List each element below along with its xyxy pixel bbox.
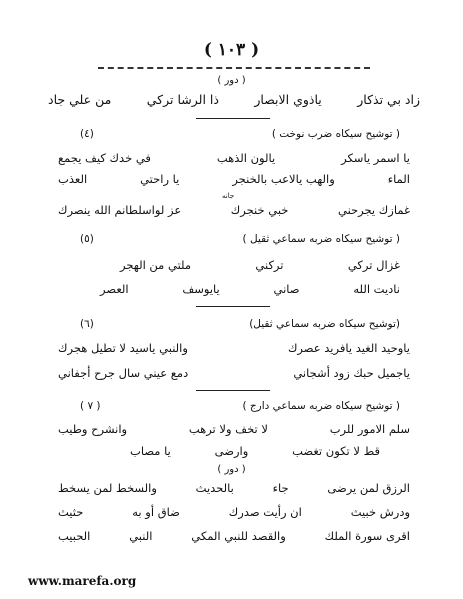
verse-line <box>120 258 400 272</box>
heading-number: (٤) <box>80 128 94 140</box>
heading-number: ( ٧ ) <box>80 400 101 412</box>
margin-note: جانه <box>222 192 235 200</box>
dour-label: ( دور ) <box>217 464 246 475</box>
dour-label: ( دور ) <box>217 75 246 86</box>
verse-fragment: الماء <box>387 172 410 186</box>
verse-fragment: دمع عيني سال جرح أجفاني <box>58 366 189 380</box>
verse-fragment: وارضى <box>214 444 249 458</box>
verse-line <box>58 422 410 436</box>
verse-fragment: لا تخف ولا ترهب <box>188 422 268 436</box>
verse-fragment: قط لا تكون تغضب <box>292 444 380 458</box>
verse-fragment: ناديت الله <box>353 282 400 296</box>
verse-fragment: العصر <box>100 282 129 296</box>
verse-fragment: صاني <box>273 282 300 296</box>
verse-line <box>58 172 410 186</box>
verse-line <box>58 481 410 495</box>
verse-fragment: عز لواسلطانم الله ينصرك <box>58 203 182 217</box>
verse-fragment: غمازك يجرحني <box>338 203 410 217</box>
verse-line <box>58 151 410 165</box>
verse-fragment: ضاق أو به <box>132 505 180 519</box>
verse-fragment: يالون الذهب <box>216 151 276 165</box>
site-watermark-link[interactable]: www.marefa.org <box>28 574 137 588</box>
verse-line <box>100 282 400 296</box>
verse-line <box>58 529 410 543</box>
verse-fragment: خبي خنجرك <box>230 203 289 217</box>
section-divider <box>196 390 270 391</box>
verse-fragment: والنبي ياسيد لا تطيل هجرك <box>58 341 188 355</box>
section-divider <box>196 306 270 307</box>
verse-fragment: والسخط لمن يسخط <box>58 481 157 495</box>
verse-fragment: بالحديث <box>195 481 234 495</box>
verse-line <box>58 203 410 217</box>
verse-fragment: زاد بي تذكار <box>357 92 420 107</box>
verse-fragment: ياذوي الابصار <box>254 92 322 107</box>
verse-line <box>58 341 410 355</box>
verse-fragment: جاء <box>272 481 289 495</box>
verse-fragment: ذا الرشا تركي <box>146 92 219 107</box>
verse-fragment: من علي جاد <box>48 92 112 107</box>
heading-title: ( توشيح سيكاه ضربه سماعي ثقيل ) <box>242 233 400 245</box>
verse-fragment: يايوسف <box>182 282 220 296</box>
verse-fragment: ان رأيت صدرك <box>228 505 302 519</box>
verse-line <box>58 366 410 380</box>
verse-fragment: في خدك كيف يجمع <box>58 151 151 165</box>
header-divider <box>98 67 370 69</box>
verse-line <box>58 505 410 519</box>
verse-fragment: اقرى سورة الملك <box>324 529 410 543</box>
verse-line <box>48 92 420 107</box>
section-heading <box>80 233 400 245</box>
verse-fragment: الرزق لمن يرضى <box>327 481 410 495</box>
verse-fragment: العذب <box>58 172 88 186</box>
verse-fragment: النبي <box>129 529 153 543</box>
section-divider <box>196 118 270 119</box>
heading-number: (٦) <box>80 318 94 330</box>
section-heading <box>80 318 400 330</box>
section-heading <box>80 400 400 412</box>
heading-title: ( توشيح سيكاه ضربه سماعي دارج ) <box>242 400 400 412</box>
verse-fragment: ياجميل حبك زود أشجاني <box>293 366 410 380</box>
section-heading <box>80 128 400 140</box>
verse-fragment: يا راحتي <box>140 172 180 186</box>
heading-title: ( توشيح سيكاه ضرب نوخت ) <box>271 128 400 140</box>
verse-fragment: يا اسمر ياسكر <box>341 151 410 165</box>
verse-fragment: والقصد للنبي المكي <box>191 529 286 543</box>
verse-fragment: ملتي من الهجر <box>120 258 192 272</box>
verse-fragment: يا مصاب <box>130 444 171 458</box>
verse-fragment: والهب يالاعب بالخنجر <box>232 172 335 186</box>
heading-number: (٥) <box>80 233 94 245</box>
verse-fragment: تركني <box>255 258 284 272</box>
verse-fragment: حثيث <box>58 505 84 519</box>
verse-line <box>130 444 380 458</box>
verse-fragment: الحبيب <box>58 529 91 543</box>
page-number: ( ١٠٣ ) <box>203 40 260 60</box>
verse-fragment: وانشرح وطيب <box>58 422 128 436</box>
verse-fragment: ياوحيد الغيد يافريد عصرك <box>287 341 410 355</box>
verse-fragment: غزال تركي <box>347 258 400 272</box>
verse-fragment: ودرش خبيث <box>350 505 410 519</box>
heading-title: (توشيح سيكاه ضربه سماعي ثقيل) <box>249 318 400 330</box>
verse-fragment: سلم الامور للرب <box>329 422 410 436</box>
